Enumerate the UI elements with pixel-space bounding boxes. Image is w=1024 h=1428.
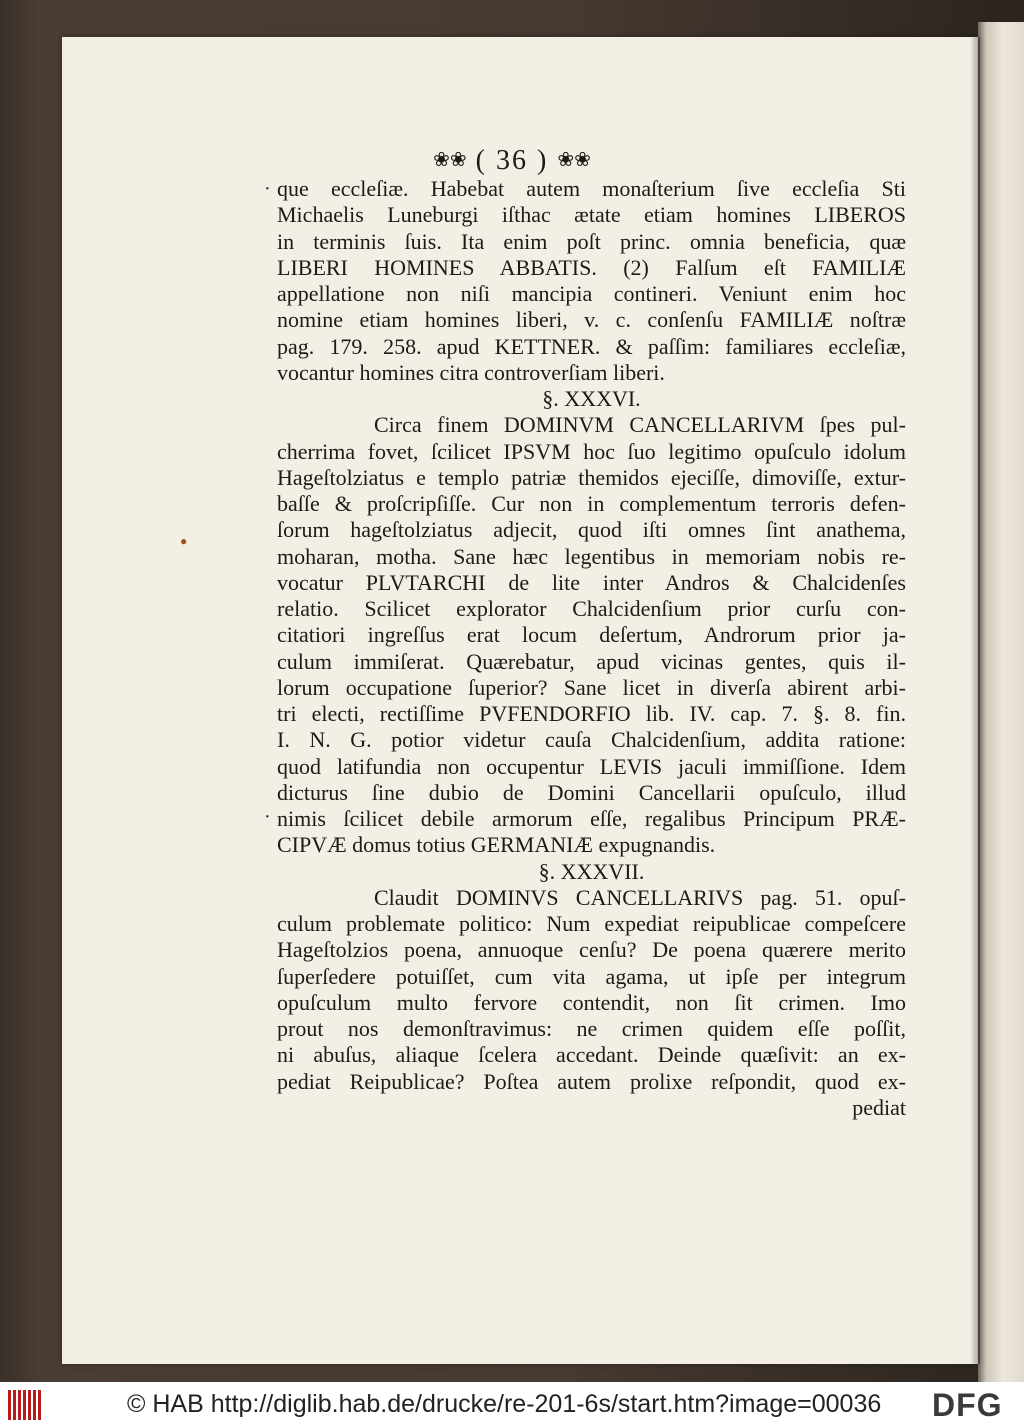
text-line: moharan, motha. Sane hæc legentibus in memoriam nobis re- [277, 543, 906, 569]
text-line: lorum occupatione ſuperior? Sane licet in diverſa abirent arbi- [277, 674, 906, 700]
text-line: pediat Reipublicae? Poſtea autem prolixe reſpondit, quod ex- [277, 1068, 906, 1094]
text-line: nimis ſcilicet debile armorum eſſe, regalibus Principum PRÆ- [277, 806, 906, 831]
page-header [0, 145, 1024, 179]
paper-spot: ● [180, 534, 188, 548]
text-line: vocantur homines citra controverſiam liberi. [277, 359, 665, 385]
text-line: Hageſtolzios poena, annuoque cenſu? De poena quærere merito [277, 937, 906, 963]
text-line: relatio. Scilicet explorator Chalcidenſium prior curſu con- [277, 596, 906, 621]
text-line: que eccleſiæ. Habebat autem monaſterium ſive eccleſia Sti [277, 176, 906, 201]
body-text [277, 176, 906, 1121]
text-line: opuſculum multo fervore contendit, non ſit crimen. Imo [277, 989, 906, 1015]
hab-barcode-icon [8, 1390, 42, 1420]
text-line: Circa finem DOMINVM CANCELLARIVM ſpes pul- [374, 412, 906, 438]
text-line: tri electi, rectiſſime PVFENDORFIO lib. IV. cap. 7. §. 8. fin. [277, 701, 906, 726]
text-line: quod latifundia non occupentur LEVIS jaculi immiſſione. Idem [277, 753, 906, 779]
text-line: vocatur PLVTARCHI de lite inter Andros & Chalcidenſes [277, 569, 906, 595]
text-line: citatiori ingreſſus erat locum deſertum, Androrum prior ja- [277, 622, 906, 648]
text-line: prout nos demonſtravimus: ne crimen quidem eſſe poſſit, [277, 1016, 906, 1041]
text-line: dicturus ſine dubio de Domini Cancellarii opuſculo, illud [277, 779, 906, 805]
text-line: ſorum hageſtolziatus adjecit, quod iſti omnes ſint anathema, [277, 517, 906, 543]
text-line: appellatione non niſi mancipia contineri. Veniunt enim hoc [277, 281, 906, 306]
text-line: culum immiſerat. Quærebatur, apud vicinas gentes, quis il- [277, 648, 906, 674]
section-heading: §. XXXVII. [538, 858, 645, 884]
text-line: Claudit DOMINVS CANCELLARIVS pag. 51. opuſ- [374, 884, 906, 910]
text-line: cherrima fovet, ſcilicet IPSVM hoc ſuo legitimo opuſculo idolum [277, 438, 906, 464]
text-line: CIPVÆ domus totius GERMANIÆ expugnandis. [277, 832, 716, 858]
text-line: I. N. G. potior videtur cauſa Chalcidenſium, addita ratione: [277, 727, 906, 753]
dfg-logo: DFG [932, 1387, 1003, 1423]
catchword: pediat [852, 1094, 906, 1120]
footer-link[interactable]: © HAB http://diglib.hab.de/drucke/re-201-6s/start.htm?image=00036 [127, 1390, 882, 1418]
text-line: ſuperſedere potuiſſet, cum vita agama, ut ipſe per integrum [277, 963, 906, 989]
margin-mark: · [264, 178, 271, 200]
page-number: ( 36 ) [475, 145, 549, 176]
margin-mark: · [264, 806, 271, 828]
next-page-edge [978, 22, 1024, 1382]
text-line: LIBERI HOMINES ABBATIS. (2) Falſum eſt FAMILIÆ [277, 254, 906, 280]
text-line: Hageſtolziatus e templo patriæ themidos ejeciſſe, dimoviſſe, extur- [277, 464, 906, 490]
text-line: pag. 179. 258. apud KETTNER. & paſſim: familiares eccleſiæ, [277, 333, 906, 359]
text-line: ni abuſus, aliaque ſcelera accedant. Deinde quæſivit: an ex- [277, 1042, 906, 1068]
text-line: culum problemate politico: Num expediat reipublicae compeſcere [277, 911, 906, 936]
text-line: nomine etiam homines liberi, v. c. conſenſu FAMILIÆ noſtræ [277, 307, 906, 333]
page-gutter-shadow [970, 37, 980, 1364]
text-line: Michaelis Luneburgi iſthac ætate etiam homines LIBEROS [277, 202, 906, 228]
text-line: in terminis ſuis. Ita enim poſt princ. omnia beneficia, quæ [277, 228, 906, 254]
text-line: baſſe & proſcripſiſſe. Cur non in complementum terroris defen- [277, 491, 906, 516]
section-heading: §. XXXVI. [542, 386, 641, 411]
footer-bar [0, 1382, 1024, 1428]
ornament-left-icon: ❀❀ [433, 149, 467, 171]
ornament-right-icon: ❀❀ [557, 149, 591, 171]
